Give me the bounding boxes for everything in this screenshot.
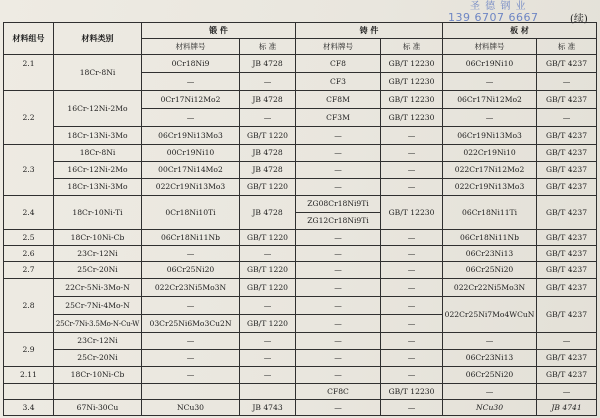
casting-grade: — [296, 179, 381, 196]
table-row [4, 179, 597, 196]
forging-standard: — [240, 297, 296, 315]
material-type: 23Cr-12Ni [54, 333, 142, 350]
forging-standard: GB/T 1220 [240, 230, 296, 246]
casting-grade: — [296, 315, 381, 333]
table-row [4, 367, 597, 384]
casting-grade: — [296, 230, 381, 246]
forging-grade: 00Cr17Ni14Mo2 [142, 162, 240, 179]
casting-grade: — [296, 145, 381, 162]
forging-grade-header: 材料牌号 [142, 39, 240, 55]
forging-grade: 0Cr18Ni10Ti [142, 196, 240, 230]
casting-standard: — [381, 162, 443, 179]
material-type: 18Cr-10Ni-Cb [54, 230, 142, 246]
casting-standard: — [381, 279, 443, 297]
plate-grade: 022Cr25Ni7Mo4WCuN [443, 297, 537, 333]
casting-grade: — [296, 279, 381, 297]
forging-grade: — [142, 333, 240, 350]
forging-standard: JB 4728 [240, 55, 296, 73]
forging-grade: NCu30 [142, 400, 240, 416]
plate-standard: — [537, 333, 597, 350]
group-number: 2.3 [4, 145, 54, 196]
plate-grade: 06Cr23Ni13 [443, 246, 537, 262]
material-type: 18Cr-10Ni-Ti [54, 196, 142, 230]
group-number-empty [4, 73, 54, 91]
casting-grade: — [296, 127, 381, 145]
plate-grade: — [443, 109, 537, 127]
material-type: 18Cr-8Ni [54, 145, 142, 162]
plate-standard: — [537, 73, 597, 91]
forging-grade: 0Cr18Ni9 [142, 55, 240, 73]
forging-grade: 00Cr19Ni10 [142, 145, 240, 162]
material-type [54, 384, 142, 400]
forging-grade: 06Cr25Ni20 [142, 262, 240, 279]
casting-standard: — [381, 297, 443, 315]
material-type: 16Cr-12Ni-2Mo [54, 162, 142, 179]
forging-grade: — [142, 246, 240, 262]
materials-table [3, 22, 597, 416]
casting-standard: — [381, 367, 443, 384]
casting-standard: GB/T 12230 [381, 109, 443, 127]
plate-grade: 06Cr25Ni20 [443, 262, 537, 279]
group-number: 3.4 [4, 400, 54, 416]
plate-grade: NCu30 [443, 400, 537, 416]
casting-standard: — [381, 127, 443, 145]
material-type: 18Cr-10Ni-Cb [54, 367, 142, 384]
casting-standard: — [381, 315, 443, 333]
plate-standard: GB/T 4237 [537, 279, 597, 297]
casting-standard: — [381, 230, 443, 246]
material-type: 23Cr-12Ni [54, 246, 142, 262]
plate-grade: 022Cr19Ni10 [443, 145, 537, 162]
table-row [4, 279, 597, 297]
header-row-1 [4, 23, 597, 39]
casting-standard-header: 标 准 [381, 39, 443, 55]
table-row [4, 384, 597, 400]
group-number: 2.1 [4, 55, 54, 73]
forging-standard-header: 标 准 [240, 39, 296, 55]
table-row [4, 196, 597, 213]
casting-grade-header: 材料牌号 [296, 39, 381, 55]
casting-standard: — [381, 400, 443, 416]
forging-standard: GB/T 1220 [240, 279, 296, 297]
forging-grade: — [142, 109, 240, 127]
group-number: 2.7 [4, 262, 54, 279]
plate-standard: GB/T 4237 [537, 230, 597, 246]
plate-grade: 06Cr18Ni11Ti [443, 196, 537, 230]
watermark [448, 1, 539, 24]
table-row [4, 162, 597, 179]
forging-standard: JB 4743 [240, 400, 296, 416]
forging-grade: 022Cr19Ni13Mo3 [142, 179, 240, 196]
forging-grade: — [142, 367, 240, 384]
group-number: 2.5 [4, 230, 54, 246]
material-type: 25Cr-7Ni-4Mo-N [54, 297, 142, 315]
casting-grade: — [296, 400, 381, 416]
casting-grade: ZG12Cr18Ni9Ti [296, 213, 381, 230]
plate-standard-header: 标 准 [537, 39, 597, 55]
group-number: 2.8 [4, 279, 54, 333]
plate-standard: — [537, 109, 597, 127]
table-row [4, 400, 597, 416]
plate-standard: GB/T 4237 [537, 145, 597, 162]
plate-standard: GB/T 4237 [537, 127, 597, 145]
casting-grade: CF8 [296, 55, 381, 73]
forging-grade: — [142, 297, 240, 315]
casting-grade: — [296, 350, 381, 367]
plate-grade: 06Cr25Ni20 [443, 367, 537, 384]
table-row [4, 127, 597, 145]
watermark-phone: 139 6707 6667 [448, 11, 539, 24]
forging-grade: — [142, 73, 240, 91]
plate-grade: 022Cr22Ni5Mo3N [443, 279, 537, 297]
table-row [4, 145, 597, 162]
material-type: 25Cr-20Ni [54, 262, 142, 279]
material-type: 16Cr-12Ni-2Mo [54, 91, 142, 127]
material-type: 22Cr-5Ni-3Mo-N [54, 279, 142, 297]
forging-standard [240, 384, 296, 400]
plate-standard: GB/T 4237 [537, 196, 597, 230]
casting-standard: — [381, 179, 443, 196]
casting-grade: — [296, 333, 381, 350]
watermark-line1: 圣 德 钢 业 [470, 1, 527, 12]
casting-standard: — [381, 145, 443, 162]
material-type: 25Cr-7Ni-3.5Mo-N-Cu-W [54, 315, 142, 333]
plate-standard: GB/T 4237 [537, 162, 597, 179]
group-number: 2.9 [4, 333, 54, 367]
casting-grade: — [296, 297, 381, 315]
group-number: 2.4 [4, 196, 54, 230]
forging-standard: JB 4728 [240, 91, 296, 109]
table-row [4, 333, 597, 350]
plate-grade: — [443, 333, 537, 350]
casting-grade: — [296, 162, 381, 179]
casting-grade: CF3 [296, 73, 381, 91]
casting-standard: GB/T 12230 [381, 196, 443, 230]
casting-grade: CF3M [296, 109, 381, 127]
plate-standard: — [537, 384, 597, 400]
plate-grade: 022Cr19Ni13Mo3 [443, 179, 537, 196]
forging-standard: JB 4728 [240, 196, 296, 230]
forging-standard: — [240, 246, 296, 262]
material-type: 25Cr-20Ni [54, 350, 142, 367]
material-type: 18Cr-13Ni-3Mo [54, 179, 142, 196]
casting-standard: — [381, 333, 443, 350]
continued-label: (续) [570, 14, 588, 25]
group-number: 2.2 [4, 91, 54, 145]
casting-grade: — [296, 246, 381, 262]
table-row [4, 91, 597, 109]
casting-grade: CF8M [296, 91, 381, 109]
plate-grade: — [443, 73, 537, 91]
casting-standard: — [381, 350, 443, 367]
casting-grade: — [296, 262, 381, 279]
plate-grade: 022Cr17Ni12Mo2 [443, 162, 537, 179]
casting-standard: — [381, 246, 443, 262]
casting-standard: GB/T 12230 [381, 91, 443, 109]
casting-header: 铸 件 [296, 23, 443, 39]
table-row [4, 230, 597, 246]
plate-grade: 06Cr23Ni13 [443, 350, 537, 367]
plate-standard: GB/T 4237 [537, 367, 597, 384]
forging-standard: GB/T 1220 [240, 127, 296, 145]
plate-standard: GB/T 4237 [537, 91, 597, 109]
plate-standard: GB/T 4237 [537, 262, 597, 279]
material-type-header: 材料类别 [54, 23, 142, 55]
forging-standard: JB 4728 [240, 145, 296, 162]
plate-grade: 06Cr19Ni10 [443, 55, 537, 73]
group-number-empty [4, 384, 54, 400]
forging-standard: — [240, 73, 296, 91]
plate-standard: GB/T 4237 [537, 246, 597, 262]
forging-standard: GB/T 1220 [240, 315, 296, 333]
forging-header: 锻 件 [142, 23, 296, 39]
forging-standard: GB/T 1220 [240, 262, 296, 279]
casting-standard: GB/T 12230 [381, 73, 443, 91]
table-row [4, 350, 597, 367]
casting-standard: GB/T 12230 [381, 55, 443, 73]
forging-standard: — [240, 367, 296, 384]
table-row [4, 55, 597, 73]
casting-standard: GB/T 12230 [381, 384, 443, 400]
forging-grade: 06Cr19Ni13Mo3 [142, 127, 240, 145]
table-row [4, 297, 597, 315]
forging-standard: — [240, 350, 296, 367]
material-type: 67Ni-30Cu [54, 400, 142, 416]
plate-standard: GB/T 4237 [537, 179, 597, 196]
forging-grade: — [142, 350, 240, 367]
plate-grade: 06Cr17Ni12Mo2 [443, 91, 537, 109]
casting-grade: — [296, 367, 381, 384]
plate-grade: 06Cr19Ni13Mo3 [443, 127, 537, 145]
forging-grade: 022Cr23Ni5Mo3N [142, 279, 240, 297]
group-number: 2.6 [4, 246, 54, 262]
casting-grade: ZG08Cr18Ni9Ti [296, 196, 381, 213]
forging-grade: 03Cr25Ni6Mo3Cu2N [142, 315, 240, 333]
plate-standard: GB/T 4237 [537, 55, 597, 73]
plate-grade: — [443, 384, 537, 400]
group-no-header: 材料组号 [4, 23, 54, 55]
plate-header: 板 材 [443, 23, 597, 39]
casting-grade: CF8C [296, 384, 381, 400]
material-type: 18Cr-13Ni-3Mo [54, 127, 142, 145]
plate-grade-header: 材料牌号 [443, 39, 537, 55]
plate-grade: 06Cr18Ni11Nb [443, 230, 537, 246]
table-row [4, 246, 597, 262]
forging-grade: 0Cr17Ni12Mo2 [142, 91, 240, 109]
forging-grade: 06Cr18Ni11Nb [142, 230, 240, 246]
forging-grade [142, 384, 240, 400]
forging-standard: — [240, 109, 296, 127]
group-number: 2.11 [4, 367, 54, 384]
plate-standard: GB/T 4237 [537, 350, 597, 367]
forging-standard: GB/T 1220 [240, 179, 296, 196]
casting-standard: — [381, 262, 443, 279]
forging-standard: JB 4728 [240, 162, 296, 179]
plate-standard: JB 4741 [537, 400, 597, 416]
material-type: 18Cr-8Ni [54, 55, 142, 91]
forging-standard: — [240, 333, 296, 350]
table-row [4, 262, 597, 279]
plate-standard: GB/T 4237 [537, 297, 597, 333]
